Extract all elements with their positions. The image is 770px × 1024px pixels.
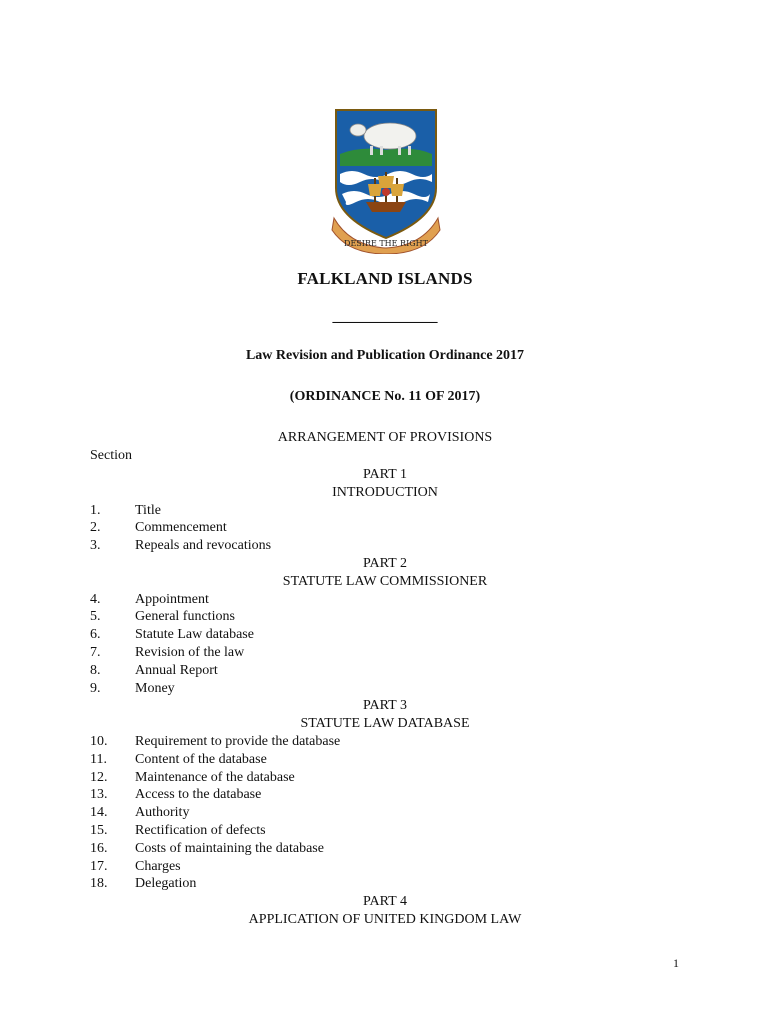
ordinance-name: Law Revision and Publication Ordinance 2017 — [245, 348, 525, 363]
provision-title: Appointment — [135, 591, 209, 607]
part-heading: INTRODUCTION — [332, 484, 438, 500]
provision-title: General functions — [135, 609, 235, 625]
provision-item — [90, 680, 690, 698]
part-label: PART 3 — [363, 698, 407, 714]
provision-title: Access to the database — [135, 787, 262, 803]
part-heading: STATUTE LAW DATABASE — [300, 716, 470, 732]
provision-title: Revision of the law — [135, 644, 245, 660]
provision-item — [90, 591, 690, 609]
part-heading: STATUTE LAW COMMISSIONER — [282, 573, 488, 589]
provision-number: 11. — [90, 751, 107, 767]
provision-title: Statute Law database — [135, 627, 254, 643]
title-rule: ______________ — [332, 309, 438, 325]
provision-number: 16. — [90, 840, 108, 856]
provision-title: Title — [135, 502, 161, 518]
provision-title: Delegation — [135, 876, 197, 892]
provision-item — [90, 840, 690, 858]
provision-item — [90, 769, 690, 787]
provision-item — [90, 662, 690, 680]
provision-title: Money — [135, 680, 175, 696]
falkland-islands-coat-of-arms — [330, 106, 442, 254]
provision-number: 8. — [90, 662, 101, 678]
provision-number: 6. — [90, 627, 101, 643]
provision-item — [90, 804, 690, 822]
provision-item — [90, 751, 690, 769]
provision-number: 17. — [90, 858, 108, 874]
provision-number: 15. — [90, 822, 108, 838]
provision-title: Rectification of defects — [135, 822, 266, 838]
provision-title: Maintenance of the database — [135, 769, 295, 785]
part-label: PART 1 — [363, 467, 407, 482]
provision-number: 10. — [90, 733, 108, 749]
provision-number: 3. — [90, 538, 101, 554]
provision-number: 5. — [90, 609, 101, 625]
part-heading: APPLICATION OF UNITED KINGDOM LAW — [248, 911, 522, 927]
provision-number: 13. — [90, 787, 108, 803]
provision-number: 7. — [90, 644, 101, 660]
section-label: Section — [90, 448, 132, 463]
provision-item — [90, 733, 690, 751]
provision-item — [90, 626, 690, 644]
ordinance-number: (ORDINANCE No. 11 OF 2017) — [289, 389, 481, 404]
provision-number: 4. — [90, 591, 101, 607]
provision-title: Repeals and revocations — [135, 538, 272, 554]
provision-number: 1. — [90, 502, 101, 518]
provision-title: Content of the database — [135, 751, 267, 767]
part-label: PART 4 — [363, 894, 407, 910]
page-number: 1 — [673, 956, 679, 970]
provision-number: 2. — [90, 520, 101, 536]
part-label: PART 2 — [363, 555, 407, 571]
provision-number: 14. — [90, 805, 108, 821]
motto-text: DESIRE THE RIGHT — [344, 239, 428, 248]
provision-item — [90, 875, 690, 893]
arrangement-heading: ARRANGEMENT OF PROVISIONS — [277, 430, 493, 445]
provision-number: 9. — [90, 680, 101, 696]
provision-number: 18. — [90, 876, 108, 892]
provision-item — [90, 644, 690, 662]
provision-item — [90, 502, 690, 520]
provision-title: Costs of maintaining the database — [135, 840, 324, 856]
provision-title: Authority — [135, 805, 190, 821]
provision-item — [90, 519, 690, 537]
provision-item — [90, 858, 690, 876]
provision-item — [90, 537, 690, 555]
provision-number: 12. — [90, 769, 108, 785]
provision-item — [90, 786, 690, 804]
provision-item — [90, 822, 690, 840]
document-title: FALKLAND ISLANDS — [297, 269, 473, 288]
provision-title: Charges — [135, 858, 181, 874]
provision-title: Requirement to provide the database — [135, 733, 341, 749]
table-of-provisions — [90, 466, 690, 929]
provision-title: Commencement — [135, 520, 227, 536]
provision-title: Annual Report — [135, 662, 218, 678]
provision-item — [90, 608, 690, 626]
